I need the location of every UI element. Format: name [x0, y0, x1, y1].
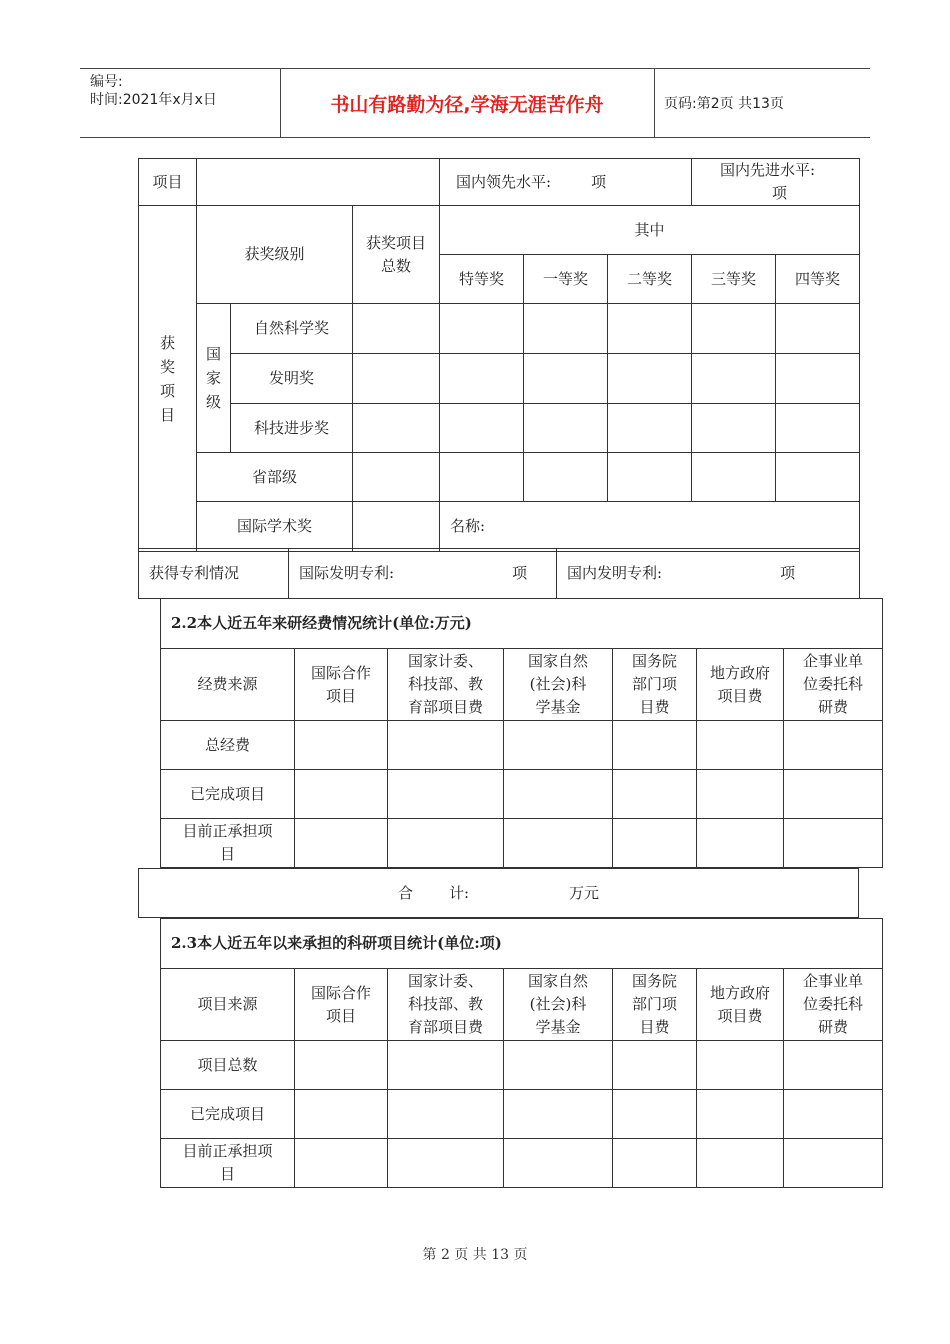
award-row-label: 自然科学奖 — [231, 304, 353, 354]
total-header-line2: 总数 — [381, 256, 412, 275]
projects-table — [160, 918, 883, 1188]
award-row-label: 国际学术奖 — [197, 502, 353, 552]
col-line: 国际合作 — [310, 983, 371, 1002]
among-header: 其中 — [440, 206, 860, 255]
sum-table — [138, 868, 859, 918]
funding-col-header — [504, 649, 613, 721]
projects-input[interactable] — [295, 1139, 388, 1188]
projects-input[interactable] — [388, 1139, 504, 1188]
awards-side-label: 获奖项目 — [159, 333, 175, 424]
domestic-patent-label: 国内发明专利: — [567, 564, 663, 582]
funding-row-header: 经费来源 — [161, 649, 295, 721]
projects-input[interactable] — [504, 1041, 613, 1090]
serial-label: 编号: — [90, 74, 123, 90]
col-line: 位委托科 — [803, 675, 864, 693]
award-input[interactable] — [692, 354, 776, 404]
funding-col-header — [697, 649, 784, 721]
funding-input[interactable] — [295, 770, 388, 819]
award-input[interactable] — [692, 453, 776, 502]
funding-input[interactable] — [784, 770, 883, 819]
domestic-advanced-cell — [692, 159, 860, 206]
total-header-line1: 获奖项目 — [366, 233, 427, 252]
grade-header: 二等奖 — [608, 255, 692, 304]
projects-input[interactable] — [784, 1090, 883, 1139]
funding-input[interactable] — [295, 721, 388, 770]
intl-patent-label: 国际发明专利: — [299, 564, 395, 582]
projects-input[interactable] — [613, 1090, 697, 1139]
item-field[interactable] — [197, 159, 440, 206]
funding-input[interactable] — [388, 819, 504, 868]
projects-input[interactable] — [295, 1041, 388, 1090]
award-input[interactable] — [353, 502, 440, 552]
domestic-advanced-label: 国内先进水平: — [720, 161, 816, 179]
award-row-label: 科技进步奖 — [231, 404, 353, 453]
patents-label: 获得专利情况 — [139, 549, 289, 599]
award-input[interactable] — [353, 354, 440, 404]
funding-input[interactable] — [697, 770, 784, 819]
col-line: 项目 — [325, 1006, 356, 1025]
col-line: 国家自然 — [527, 972, 588, 990]
grade-header: 三等奖 — [692, 255, 776, 304]
funding-table — [160, 598, 883, 868]
level-header: 获奖级别 — [197, 206, 353, 304]
intl-patent-unit: 项 — [512, 564, 528, 582]
projects-col-header — [613, 969, 697, 1041]
funding-input[interactable] — [697, 819, 784, 868]
award-input[interactable] — [608, 304, 692, 354]
row-line: 目前正承担项 — [182, 1142, 273, 1160]
col-line: 项目费 — [717, 1006, 763, 1025]
projects-input[interactable] — [295, 1090, 388, 1139]
col-line: 科技部、教 — [407, 995, 483, 1013]
projects-col-header — [504, 969, 613, 1041]
col-line: 地方政府 — [709, 983, 770, 1002]
funding-input[interactable] — [784, 721, 883, 770]
col-line: 国家计委、 — [407, 652, 483, 670]
col-line: 地方政府 — [709, 663, 770, 682]
award-input[interactable] — [776, 404, 860, 453]
date-label: 时间:2021年x月x日 — [90, 92, 217, 108]
funding-col-header — [613, 649, 697, 721]
funding-input[interactable] — [613, 721, 697, 770]
award-input[interactable] — [608, 404, 692, 453]
col-line: 科技部、教 — [407, 675, 483, 693]
grade-header: 一等奖 — [524, 255, 608, 304]
funding-input[interactable] — [295, 819, 388, 868]
projects-input[interactable] — [613, 1041, 697, 1090]
national-label-cell — [197, 304, 231, 453]
funding-row-label: 已完成项目 — [161, 770, 295, 819]
grade-header: 特等奖 — [440, 255, 524, 304]
funding-input[interactable] — [613, 770, 697, 819]
row-line: 目前正承担项 — [182, 822, 273, 840]
award-input[interactable] — [524, 404, 608, 453]
national-label: 国家级 — [205, 345, 221, 411]
award-input[interactable] — [776, 354, 860, 404]
funding-col-header — [388, 649, 504, 721]
col-line: 项目费 — [717, 686, 763, 705]
domestic-patent-cell[interactable] — [557, 549, 860, 599]
award-input[interactable] — [608, 354, 692, 404]
projects-input[interactable] — [504, 1139, 613, 1188]
projects-input[interactable] — [697, 1041, 784, 1090]
projects-input[interactable] — [388, 1090, 504, 1139]
projects-col-header — [697, 969, 784, 1041]
funding-input[interactable] — [504, 819, 613, 868]
projects-col-header — [784, 969, 883, 1041]
funding-input[interactable] — [613, 819, 697, 868]
projects-title: 2.3本人近五年以来承担的科研项目统计(单位:项) — [161, 919, 883, 969]
projects-input[interactable] — [784, 1139, 883, 1188]
projects-row-label: 已完成项目 — [161, 1090, 295, 1139]
funding-input[interactable] — [388, 770, 504, 819]
col-line: 企事业单 — [803, 972, 864, 990]
name-label: 名称: — [450, 517, 486, 535]
col-line: 学基金 — [535, 1018, 581, 1036]
award-input[interactable] — [353, 453, 440, 502]
domestic-advanced-unit: 项 — [772, 184, 788, 202]
col-line: 研费 — [818, 698, 849, 716]
funding-input[interactable] — [697, 721, 784, 770]
award-input[interactable] — [524, 354, 608, 404]
col-line: 目费 — [639, 1018, 670, 1036]
col-line: 育部项目费 — [407, 1018, 483, 1036]
award-input[interactable] — [524, 304, 608, 354]
projects-col-header — [295, 969, 388, 1041]
award-input[interactable] — [440, 404, 524, 453]
funding-col-header — [295, 649, 388, 721]
item-label: 项目 — [139, 159, 197, 206]
col-line: 研费 — [818, 1018, 849, 1036]
name-field[interactable] — [440, 502, 860, 552]
row-line: 目 — [219, 1165, 235, 1183]
funding-title: 2.2本人近五年来研经费情况统计(单位:万元) — [161, 599, 883, 649]
sum-cell[interactable] — [139, 869, 859, 918]
sum-unit: 万元 — [569, 883, 600, 902]
page-header — [80, 68, 870, 138]
award-input[interactable] — [692, 404, 776, 453]
award-input[interactable] — [692, 304, 776, 354]
sum-label-2: 计: — [448, 883, 470, 902]
col-line: 位委托科 — [803, 995, 864, 1013]
award-input[interactable] — [608, 453, 692, 502]
col-line: 部门项 — [631, 995, 677, 1013]
col-line: 育部项目费 — [407, 698, 483, 716]
projects-row-label: 项目总数 — [161, 1041, 295, 1090]
col-line: 部门项 — [631, 675, 677, 693]
projects-col-header — [388, 969, 504, 1041]
projects-input[interactable] — [504, 1090, 613, 1139]
projects-row-label — [161, 1139, 295, 1188]
total-header — [353, 206, 440, 304]
award-input[interactable] — [776, 304, 860, 354]
col-line: 学基金 — [535, 698, 581, 716]
col-line: 项目 — [325, 686, 356, 705]
col-line: 国家自然 — [527, 652, 588, 670]
projects-input[interactable] — [388, 1041, 504, 1090]
patents-table — [138, 548, 860, 599]
domestic-leading-cell — [440, 159, 692, 206]
award-row-label: 发明奖 — [231, 354, 353, 404]
col-line: 国务院 — [631, 652, 677, 670]
award-input[interactable] — [776, 453, 860, 502]
col-line: 国家计委、 — [407, 972, 483, 990]
sum-label: 合 — [397, 883, 413, 902]
award-input[interactable] — [440, 354, 524, 404]
col-line: 国务院 — [631, 972, 677, 990]
awards-side-label-cell — [139, 206, 197, 552]
projects-input[interactable] — [784, 1041, 883, 1090]
col-line: (社会)科 — [529, 675, 587, 693]
award-input[interactable] — [353, 304, 440, 354]
col-line: 企事业单 — [803, 652, 864, 670]
col-line: 国际合作 — [310, 663, 371, 682]
award-input[interactable] — [353, 404, 440, 453]
funding-input[interactable] — [388, 721, 504, 770]
funding-input[interactable] — [504, 770, 613, 819]
col-line: 目费 — [639, 698, 670, 716]
intl-patent-cell[interactable] — [289, 549, 557, 599]
award-input[interactable] — [440, 304, 524, 354]
projects-input[interactable] — [697, 1090, 784, 1139]
motto: 书山有路勤为径,学海无涯苦作舟 — [280, 69, 655, 137]
funding-input[interactable] — [784, 819, 883, 868]
funding-row-label: 总经费 — [161, 721, 295, 770]
page-number-label: 页码:第2页 共13页 — [664, 96, 784, 112]
award-input[interactable] — [524, 453, 608, 502]
award-row-label: 省部级 — [197, 453, 353, 502]
header-meta — [80, 69, 281, 137]
funding-col-header — [784, 649, 883, 721]
award-input[interactable] — [440, 453, 524, 502]
col-line: (社会)科 — [529, 995, 587, 1013]
domestic-leading-label: 国内领先水平: — [456, 172, 552, 191]
domestic-leading-unit: 项 — [591, 172, 607, 191]
awards-table — [138, 158, 860, 552]
projects-row-header: 项目来源 — [161, 969, 295, 1041]
row-line: 目 — [219, 845, 235, 863]
domestic-patent-unit: 项 — [780, 564, 796, 582]
funding-input[interactable] — [504, 721, 613, 770]
funding-row-label — [161, 819, 295, 868]
grade-header: 四等奖 — [776, 255, 860, 304]
projects-input[interactable] — [697, 1139, 784, 1188]
projects-input[interactable] — [613, 1139, 697, 1188]
page-footer: 第 2 页 共 13 页 — [422, 1247, 528, 1263]
